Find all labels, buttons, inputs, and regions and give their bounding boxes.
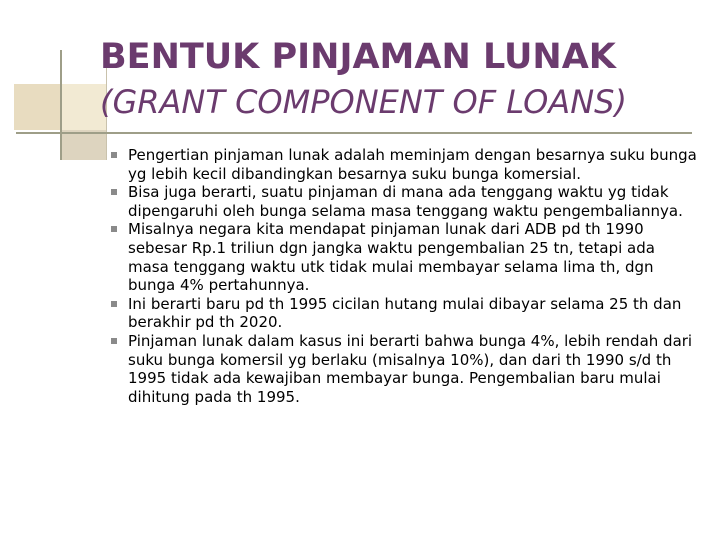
bullet-item — [108, 220, 698, 294]
square-bullet-icon — [111, 189, 117, 195]
bullet-text: Bisa juga berarti, suatu pinjaman di mana ada tenggang waktu yg tidak dipengaruhi oleh bunga selama masa tenggang waktu pengembaliannya. — [128, 183, 683, 220]
decorative-square-left — [14, 84, 60, 130]
decorative-vertical-rule — [60, 50, 62, 160]
bullet-item — [108, 295, 698, 332]
bullet-list — [108, 146, 698, 406]
slide-title: BENTUK PINJAMAN LUNAK — [100, 37, 616, 77]
decorative-square-lower — [60, 130, 106, 160]
square-bullet-icon — [111, 152, 117, 158]
square-bullet-icon — [111, 338, 117, 344]
decorative-horizontal-rule — [16, 132, 692, 134]
bullet-item — [108, 183, 698, 220]
bullet-item — [108, 332, 698, 406]
slide-subtitle: (GRANT COMPONENT OF LOANS) — [100, 83, 627, 121]
bullet-text: Pengertian pinjaman lunak adalah meminjam dengan besarnya suku bunga yg lebih kecil dibandingkan besarnya suku bunga komersial. — [128, 146, 697, 183]
bullet-item — [108, 146, 698, 183]
bullet-text: Ini berarti baru pd th 1995 cicilan hutang mulai dibayar selama 25 th dan berakhir pd th 2020. — [128, 294, 682, 332]
square-bullet-icon — [111, 226, 117, 232]
bullet-text: Misalnya negara kita mendapat pinjaman lunak dari ADB pd th 1990 sebesar Rp.1 triliun dgn jangka waktu pengembalian 25 tn, tetapi ada masa tenggang waktu utk tidak mulai membayar selama lima th, dgn bunga 4% pertahunnya. — [128, 220, 655, 295]
bullet-text: Pinjaman lunak dalam kasus ini berarti bahwa bunga 4%, lebih rendah dari suku bunga komersil yg berlaku (misalnya 10%), dan dari th 1990 s/d th 1995 tidak ada kewajiban membayar bunga. Pengembalian baru mulai dihitung pada th 1995. — [128, 331, 693, 406]
square-bullet-icon — [111, 301, 117, 307]
